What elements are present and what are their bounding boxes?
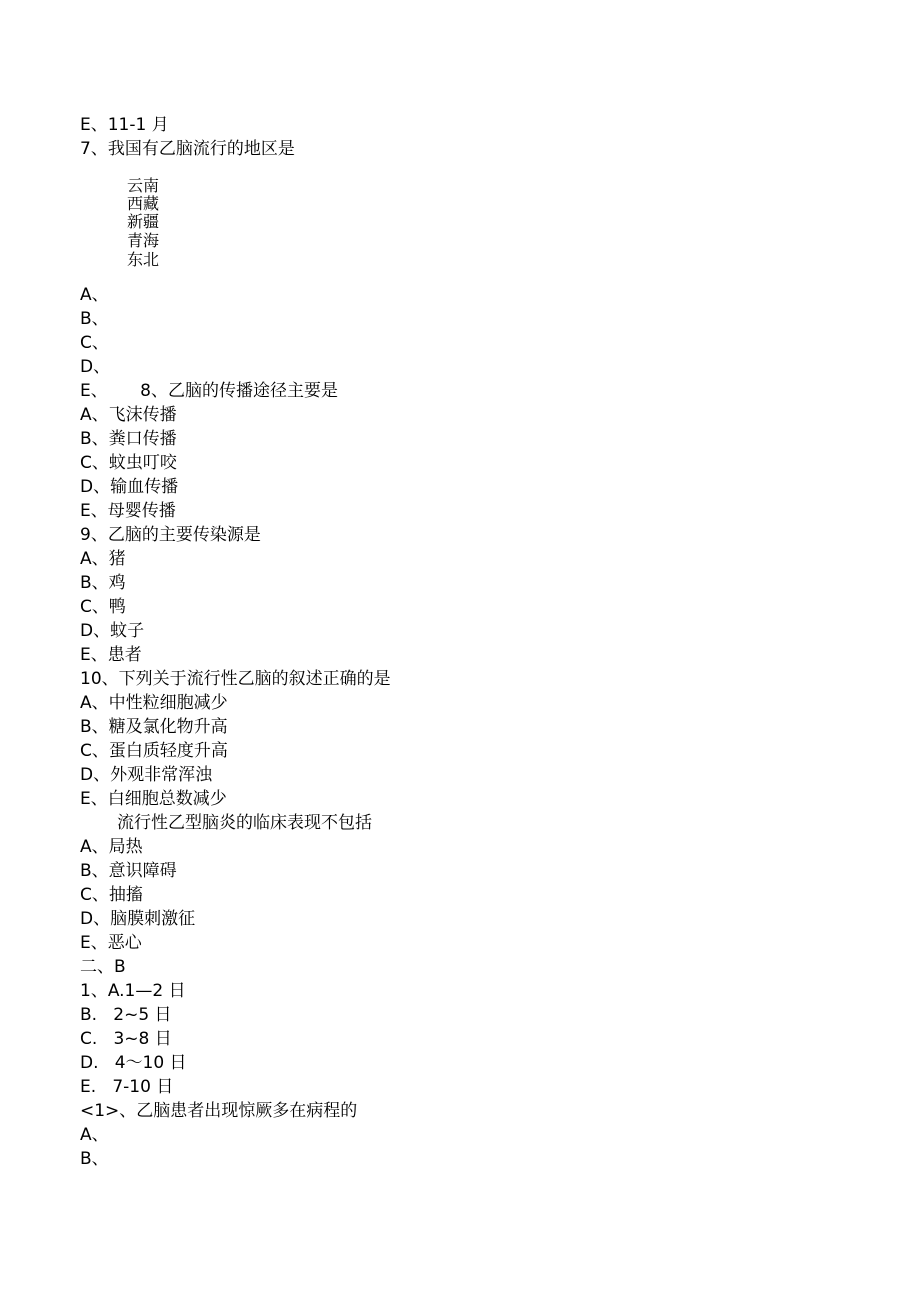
option-d: D、输血传播 — [80, 477, 179, 497]
option-e: E、白细胞总数减少 — [80, 789, 227, 809]
option-a: A、飞沫传播 — [80, 405, 177, 425]
option-d: D、蚊子 — [80, 621, 145, 641]
b-option-a: 1、A.1—2 日 — [80, 981, 186, 1001]
question-8: E、 8、乙脑的传播途径主要是 — [80, 381, 338, 401]
text-line: E、11-1 月 — [80, 115, 169, 135]
option-d: D、外观非常浑浊 — [80, 765, 213, 785]
option-e: E、母婴传播 — [80, 501, 176, 521]
option-c: C、 — [80, 333, 109, 353]
question-10: 10、下列关于流行性乙脑的叙述正确的是 — [80, 669, 391, 689]
region-option: 东北 — [127, 250, 160, 269]
option-a: A、猪 — [80, 549, 126, 569]
option-c: C、蚊虫叮咬 — [80, 453, 177, 473]
b-option-c: C. 3~8 日 — [80, 1029, 172, 1049]
option-b: B、 — [80, 309, 109, 329]
question-7: 7、我国有乙脑流行的地区是 — [80, 139, 295, 159]
b-option-d: D. 4～10 日 — [80, 1053, 187, 1073]
section-heading: 二、B — [80, 957, 126, 977]
region-option: 新疆 — [127, 212, 160, 231]
option-e: E、恶心 — [80, 933, 142, 953]
option-b: B、 — [80, 1149, 109, 1169]
question-11: 流行性乙型脑炎的临床表现不包括 — [117, 813, 372, 833]
option-d: D、 — [80, 357, 111, 377]
option-a: A、 — [80, 285, 109, 305]
option-a: A、局热 — [80, 837, 143, 857]
sub-question-1: <1>、乙脑患者出现惊厥多在病程的 — [80, 1101, 358, 1121]
region-option: 西藏 — [127, 194, 160, 213]
option-b: B、粪口传播 — [80, 429, 177, 449]
option-a: A、中性粒细胞减少 — [80, 693, 228, 713]
option-c: C、抽搐 — [80, 885, 143, 905]
b-option-e: E. 7-10 日 — [80, 1077, 174, 1097]
option-e: E、患者 — [80, 645, 142, 665]
option-b: B、糖及氯化物升高 — [80, 717, 228, 737]
question-9: 9、乙脑的主要传染源是 — [80, 525, 261, 545]
option-c: C、鸭 — [80, 597, 126, 617]
region-option: 云南 — [127, 176, 160, 195]
b-option-b: B. 2~5 日 — [80, 1005, 172, 1025]
option-b: B、意识障碍 — [80, 861, 177, 881]
option-a: A、 — [80, 1125, 109, 1145]
region-option: 青海 — [127, 231, 160, 250]
option-b: B、鸡 — [80, 573, 126, 593]
option-d: D、脑膜刺激征 — [80, 909, 196, 929]
option-c: C、蛋白质轻度升高 — [80, 741, 228, 761]
